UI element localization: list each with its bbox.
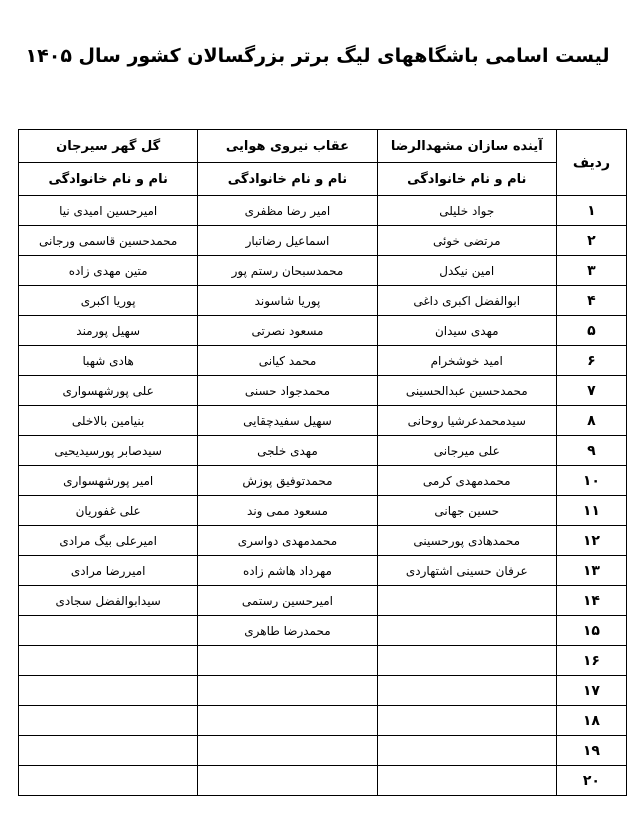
- row-number: ۷: [556, 376, 626, 406]
- team-name-header: عقاب نیروی هوایی: [198, 130, 377, 163]
- player-name-cell: [377, 586, 556, 616]
- row-number: ۱۶: [556, 646, 626, 676]
- player-name-cell: مهدی سیدان: [377, 316, 556, 346]
- row-number-header: ردیف: [556, 130, 626, 196]
- player-name-cell: ابوالفضل اکبری داغی: [377, 286, 556, 316]
- player-name-cell: [198, 736, 377, 766]
- row-number: ۲۰: [556, 766, 626, 796]
- player-name-cell: سیدابوالفضل سجادی: [19, 586, 198, 616]
- player-name-cell: [19, 766, 198, 796]
- player-name-cell: [377, 646, 556, 676]
- player-name-cell: محمدجواد حسنی: [198, 376, 377, 406]
- roster-body: [19, 196, 627, 796]
- player-name-cell: متین مهدی زاده: [19, 256, 198, 286]
- player-name-cell: مهدی خلجی: [198, 436, 377, 466]
- player-name-cell: سیدمحمدعرشیا روحانی: [377, 406, 556, 436]
- table-row: [19, 736, 627, 766]
- player-name-cell: علی میرجانی: [377, 436, 556, 466]
- table-row: [19, 196, 627, 226]
- player-name-cell: عرفان حسینی اشتهاردی: [377, 556, 556, 586]
- row-number: ۱۱: [556, 496, 626, 526]
- player-name-cell: [377, 616, 556, 646]
- player-name-cell: مسعود ممی وند: [198, 496, 377, 526]
- player-name-cell: [377, 766, 556, 796]
- table-row: [19, 496, 627, 526]
- player-name-cell: امیر رضا مظفری: [198, 196, 377, 226]
- player-name-cell: سهیل سفیدچقایی: [198, 406, 377, 436]
- roster-table: [18, 129, 627, 796]
- team-header-row: [19, 130, 627, 163]
- table-row: [19, 466, 627, 496]
- player-name-cell: محمد کیانی: [198, 346, 377, 376]
- row-number: ۸: [556, 406, 626, 436]
- team-name-header: گل گهر سیرجان: [19, 130, 198, 163]
- name-column-header: نام و نام خانوادگی: [377, 163, 556, 196]
- row-number: ۱۹: [556, 736, 626, 766]
- row-number: ۱۳: [556, 556, 626, 586]
- table-row: [19, 586, 627, 616]
- player-name-cell: [19, 706, 198, 736]
- player-name-cell: امین نیکدل: [377, 256, 556, 286]
- row-number: ۴: [556, 286, 626, 316]
- table-row: [19, 706, 627, 736]
- row-number: ۶: [556, 346, 626, 376]
- row-number: ۱۰: [556, 466, 626, 496]
- player-name-cell: [19, 736, 198, 766]
- table-row: [19, 676, 627, 706]
- player-name-cell: [198, 676, 377, 706]
- player-name-cell: سیدصابر پورسیدیحیی: [19, 436, 198, 466]
- row-number: ۱۴: [556, 586, 626, 616]
- row-number: ۱۸: [556, 706, 626, 736]
- player-name-cell: جواد خلیلی: [377, 196, 556, 226]
- player-name-cell: علی پورشهسواری: [19, 376, 198, 406]
- player-name-cell: اسماعیل رضاتبار: [198, 226, 377, 256]
- player-name-cell: علی غفوریان: [19, 496, 198, 526]
- player-name-cell: پوریا اکبری: [19, 286, 198, 316]
- row-number: ۹: [556, 436, 626, 466]
- page-title: لیست اسامی باشگاههای لیگ برتر بزرگسالان کشور سال ۱۴۰۵: [25, 45, 610, 67]
- name-column-header: نام و نام خانوادگی: [19, 163, 198, 196]
- player-name-cell: محمدمهدی کرمی: [377, 466, 556, 496]
- player-name-cell: هادی شهبا: [19, 346, 198, 376]
- table-row: [19, 286, 627, 316]
- table-row: [19, 646, 627, 676]
- row-number: ۳: [556, 256, 626, 286]
- player-name-cell: محمدتوفیق پوزش: [198, 466, 377, 496]
- table-row: [19, 376, 627, 406]
- team-name-header: آینده سازان مشهدالرضا: [377, 130, 556, 163]
- player-name-cell: حسین جهانی: [377, 496, 556, 526]
- table-row: [19, 226, 627, 256]
- player-name-cell: مهرداد هاشم زاده: [198, 556, 377, 586]
- player-name-cell: امیرعلی بیگ مرادی: [19, 526, 198, 556]
- player-name-cell: محمدرضا طاهری: [198, 616, 377, 646]
- player-name-cell: امید خوشخرام: [377, 346, 556, 376]
- player-name-cell: [19, 676, 198, 706]
- column-subheader-row: [19, 163, 627, 196]
- player-name-cell: سهیل پورمند: [19, 316, 198, 346]
- player-name-cell: محمدمهدی دواسری: [198, 526, 377, 556]
- player-name-cell: محمدسبحان رستم پور: [198, 256, 377, 286]
- row-number: ۱۷: [556, 676, 626, 706]
- player-name-cell: امیرحسین امیدی نیا: [19, 196, 198, 226]
- row-number: ۲: [556, 226, 626, 256]
- table-row: [19, 556, 627, 586]
- table-row: [19, 406, 627, 436]
- player-name-cell: محمدحسین قاسمی ورجانی: [19, 226, 198, 256]
- player-name-cell: مرتضی خوئی: [377, 226, 556, 256]
- row-number: ۵: [556, 316, 626, 346]
- table-row: [19, 616, 627, 646]
- table-row: [19, 316, 627, 346]
- player-name-cell: [198, 766, 377, 796]
- player-name-cell: [198, 706, 377, 736]
- player-name-cell: مسعود نصرتی: [198, 316, 377, 346]
- player-name-cell: امیر پورشهسواری: [19, 466, 198, 496]
- player-name-cell: [377, 736, 556, 766]
- player-name-cell: [377, 676, 556, 706]
- player-name-cell: پوریا شاسوند: [198, 286, 377, 316]
- player-name-cell: [377, 706, 556, 736]
- player-name-cell: محمدهادی پورحسینی: [377, 526, 556, 556]
- row-number: ۱۵: [556, 616, 626, 646]
- player-name-cell: محمدحسین عبدالحسینی: [377, 376, 556, 406]
- player-name-cell: بنیامین بالاخلی: [19, 406, 198, 436]
- row-number: ۱۲: [556, 526, 626, 556]
- table-row: [19, 766, 627, 796]
- name-column-header: نام و نام خانوادگی: [198, 163, 377, 196]
- player-name-cell: [19, 646, 198, 676]
- row-number: ۱: [556, 196, 626, 226]
- table-row: [19, 346, 627, 376]
- player-name-cell: امیرحسین رستمی: [198, 586, 377, 616]
- player-name-cell: [19, 616, 198, 646]
- table-row: [19, 436, 627, 466]
- table-row: [19, 256, 627, 286]
- table-row: [19, 526, 627, 556]
- player-name-cell: [198, 646, 377, 676]
- player-name-cell: امیررضا مرادی: [19, 556, 198, 586]
